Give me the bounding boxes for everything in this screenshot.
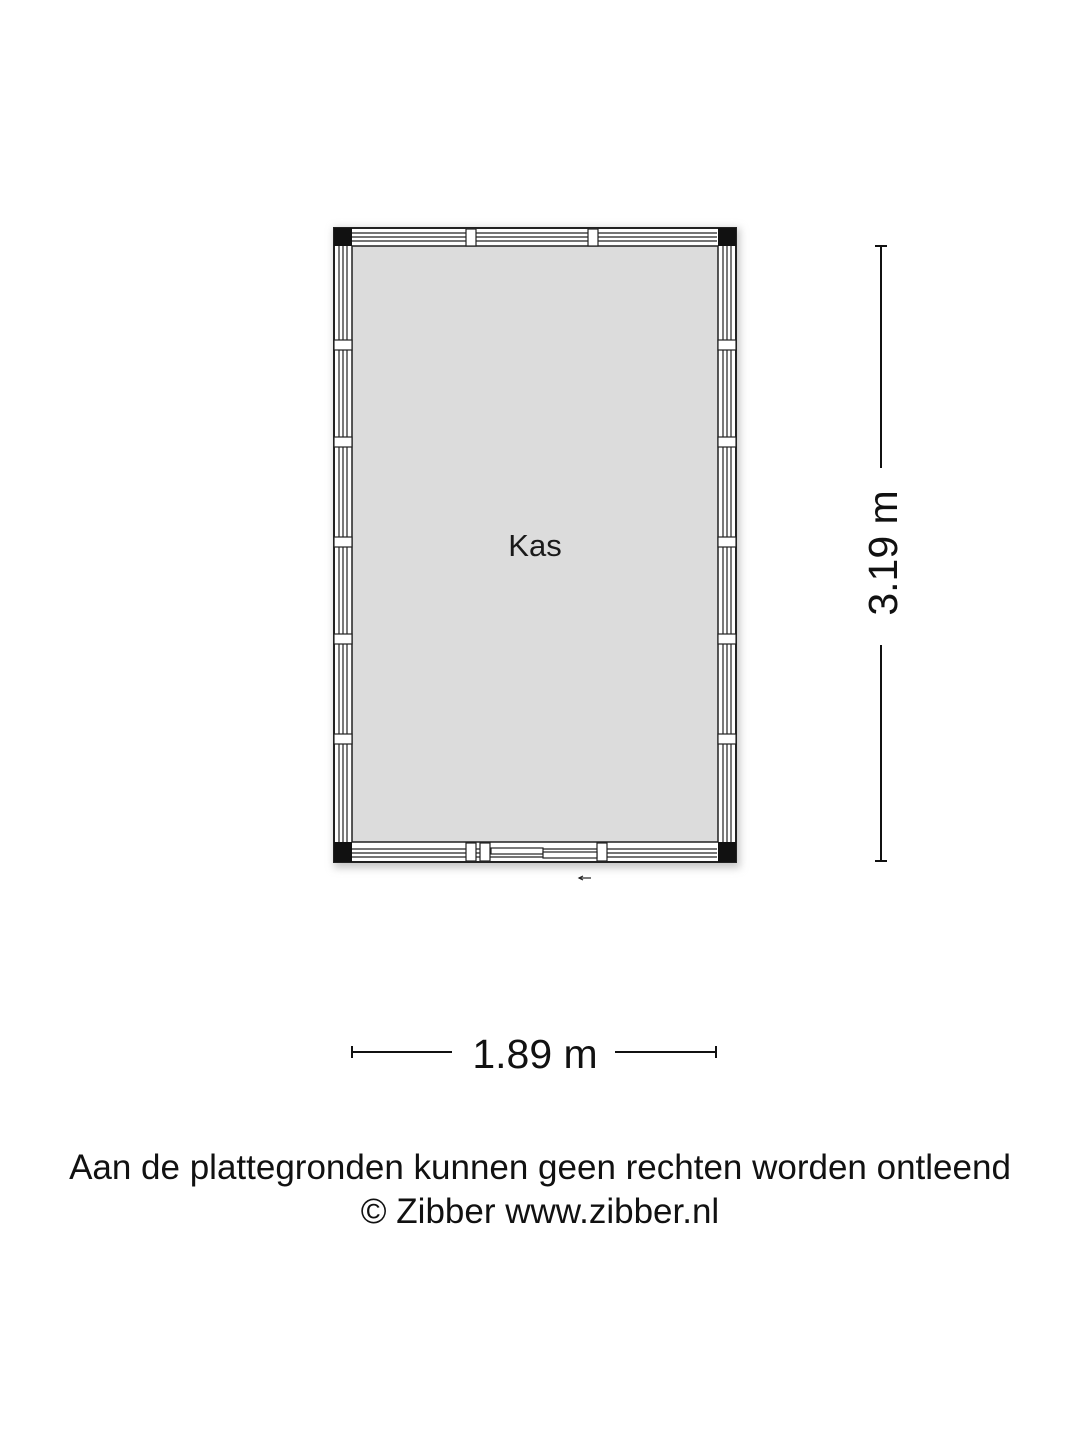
corner-post: [334, 228, 352, 246]
corner-post: [718, 228, 736, 246]
door-direction-arrow-icon: [579, 876, 591, 880]
room-label: Kas: [508, 528, 562, 563]
height-dimension-label: 3.19 m: [860, 490, 906, 616]
corner-post: [718, 842, 736, 862]
disclaimer-text: Aan de plattegronden kunnen geen rechten worden ontleend: [69, 1148, 1011, 1187]
width-dimension-label: 1.89 m: [472, 1031, 598, 1077]
copyright-text: © Zibber www.zibber.nl: [360, 1192, 720, 1231]
corner-post: [334, 842, 352, 862]
